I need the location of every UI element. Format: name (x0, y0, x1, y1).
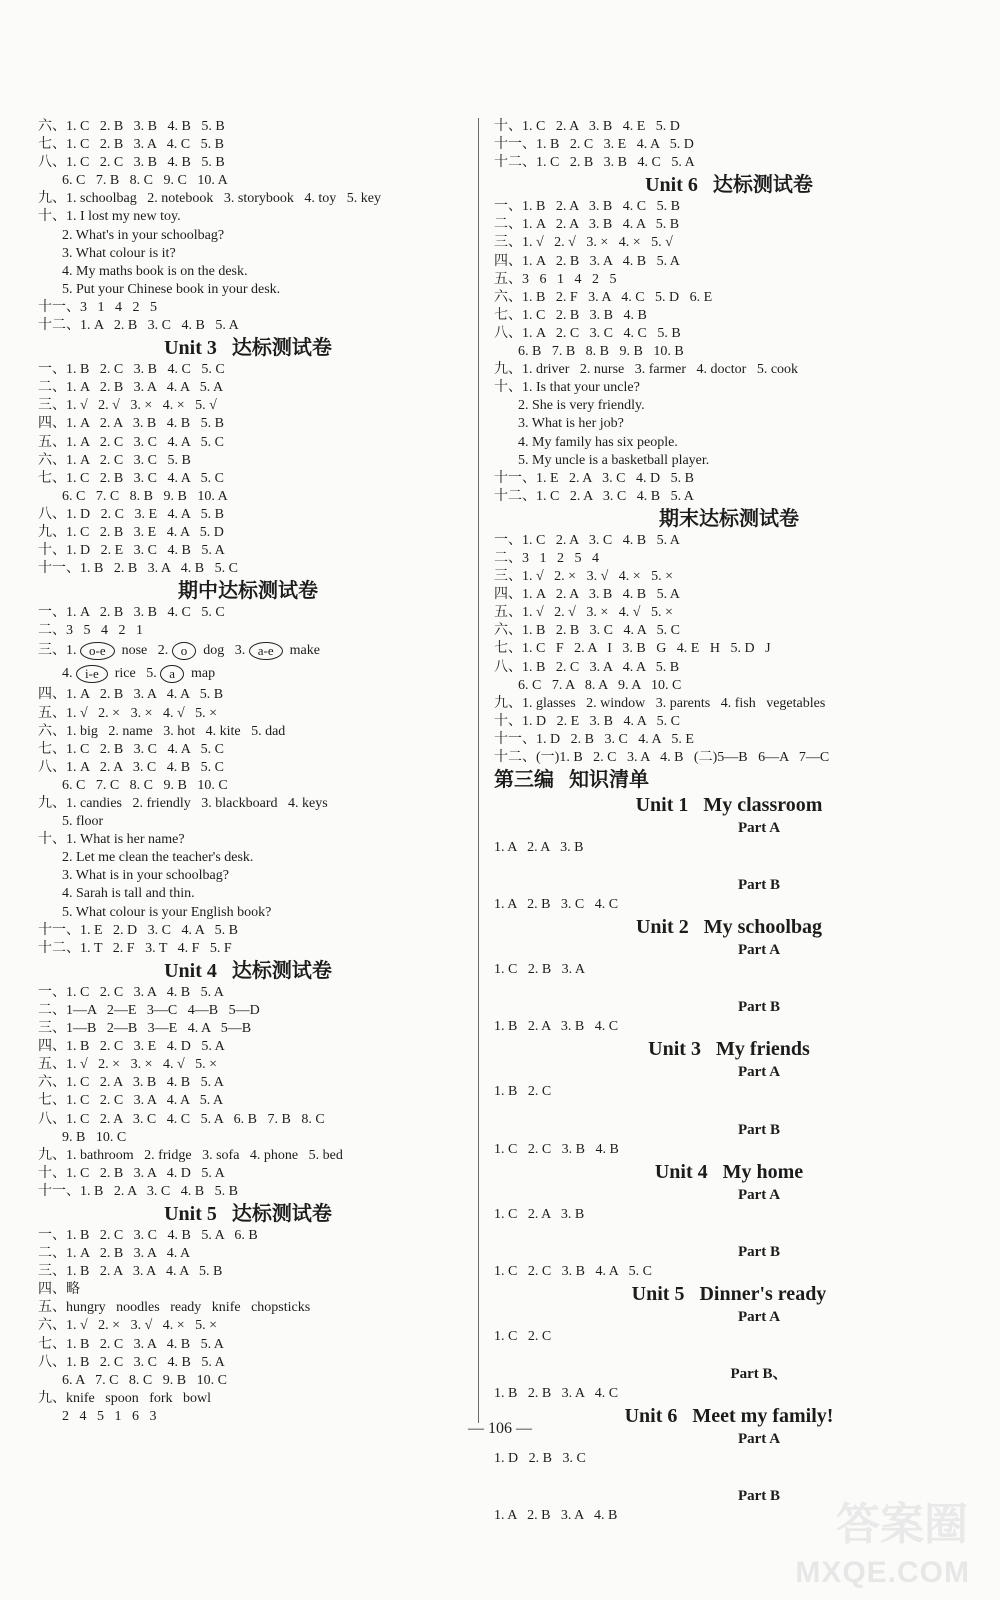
answer-line: 1. B 2. C (494, 1084, 552, 1100)
answer-line: 十二、1. A 2. B 3. C 4. B 5. A (38, 318, 239, 334)
answer-line: 八、1. D 2. C 3. E 4. A 5. B (38, 506, 224, 522)
answer-line: 十一、3 1 4 2 5 (38, 299, 157, 315)
answer-line: 九、1. C 2. B 3. E 4. A 5. D (38, 524, 224, 540)
answer-line: 四、1. A 2. B 3. A 4. A 5. B (38, 687, 224, 703)
section-heading: Unit 6 Meet my family! (624, 1405, 834, 1428)
phonics-oval: i-e (76, 665, 108, 683)
answer-line: 九、1. glasses 2. window 3. parents 4. fish vegetables (494, 695, 826, 711)
answer-line: 三、1. √ 2. √ 3. × 4. × 5. √ (494, 235, 673, 251)
answer-line: 4. Sarah is tall and thin. (62, 886, 195, 902)
phonics-oval: a (160, 665, 184, 683)
section-heading: Unit 6 达标测试卷 (645, 174, 813, 197)
answer-line: 六、1. B 2. F 3. A 4. C 5. D 6. E (494, 289, 713, 305)
answer-line: 3. What is her job? (518, 416, 624, 432)
column-divider (478, 118, 479, 1423)
answer-line: 二、1. A 2. A 3. B 4. A 5. B (494, 217, 680, 233)
answer-line: 十一、1. E 2. A 3. C 4. D 5. B (494, 470, 694, 486)
part-heading: Part A (737, 1064, 781, 1081)
answer-line: 五、3 6 1 4 2 5 (494, 271, 617, 287)
answer-line: 十一、1. B 2. C 3. E 4. A 5. D (494, 137, 694, 153)
answer-line: 2. What's in your schoolbag? (62, 227, 225, 243)
section-heading: Unit 4 达标测试卷 (164, 959, 332, 982)
answer-line: 一、1. A 2. B 3. B 4. C 5. C (38, 605, 225, 621)
answer-line: 二、3 1 2 5 4 (494, 550, 599, 566)
answer-line: 6. C 7. C 8. B 9. B 10. A (62, 488, 228, 504)
answer-line: 1. A 2. A 3. B (494, 840, 584, 856)
answer-line: 七、1. C 2. B 3. C 4. A 5. C (38, 470, 224, 486)
answer-line: 二、1. A 2. B 3. A 4. A 5. A (38, 380, 224, 396)
answer-line: 五、1. √ 2. × 3. × 4. √ 5. × (38, 705, 218, 721)
answer-line: 十一、1. B 2. B 3. A 4. B 5. C (38, 561, 238, 577)
answer-line: 九、knife spoon fork bowl (38, 1390, 212, 1406)
part-heading: Part B、 (730, 1365, 788, 1382)
answer-line: 1. D 2. B 3. C (494, 1451, 586, 1467)
phonics-text: rice 5. (107, 666, 161, 682)
answer-line: 十、1. C 2. A 3. B 4. E 5. D (494, 119, 680, 134)
section-heading: Unit 2 My schoolbag (635, 916, 823, 939)
answer-line: 6. B 7. B 8. B 9. B 10. B (518, 344, 684, 360)
watermark-logo: 答案圈 (836, 1499, 968, 1550)
answer-line: 九、1. driver 2. nurse 3. farmer 4. doctor 5. cook (494, 362, 799, 378)
answer-line: 一、1. B 2. C 3. B 4. C 5. C (38, 362, 225, 378)
answer-line: 十、1. D 2. E 3. C 4. B 5. A (38, 543, 225, 559)
answer-line: 6. C 7. A 8. A 9. A 10. C (518, 677, 682, 693)
answer-line: 三、1. √ 2. √ 3. × 4. × 5. √ (38, 398, 217, 414)
answer-line: 十一、1. D 2. B 3. C 4. A 5. E (494, 731, 694, 747)
answer-line: 十、1. C 2. B 3. A 4. D 5. A (38, 1165, 225, 1181)
answer-line: 1. C 2. A 3. B (494, 1206, 585, 1222)
answer-line: 1. B 2. B 3. A 4. C (494, 1385, 619, 1401)
section-heading: 第三编 知识清单 (494, 769, 649, 792)
answer-line: 六、1. C 2. A 3. B 4. B 5. A (38, 1075, 224, 1091)
answer-line: 1. A 2. B 3. A 4. B (494, 1508, 618, 1524)
answer-line: 八、1. B 2. C 3. A 4. A 5. B (494, 659, 680, 675)
answer-line: 九、1. bathroom 2. fridge 3. sofa 4. phone 5. bed (38, 1147, 343, 1163)
answer-line: 二、3 5 4 2 1 (38, 623, 143, 639)
answer-line: 十二、1. T 2. F 3. T 4. F 5. F (38, 940, 232, 956)
answer-line: 六、1. √ 2. × 3. √ 4. × 5. × (38, 1318, 218, 1334)
answer-line: 2. She is very friendly. (518, 398, 645, 414)
answer-line: 八、1. A 2. A 3. C 4. B 5. C (38, 759, 224, 775)
part-heading: Part A (737, 1431, 781, 1448)
answer-line: 十、1. Is that your uncle? (494, 380, 640, 396)
section-heading: 期中达标测试卷 (178, 580, 318, 603)
section-heading: Unit 4 My home (654, 1160, 804, 1183)
answer-line: 二、1—A 2—E 3—C 4—B 5—D (38, 1002, 260, 1018)
phonics-text: nose 2. (114, 643, 172, 659)
answer-line: 2 4 5 1 6 3 (62, 1408, 157, 1424)
answer-line: 六、1. C 2. B 3. B 4. B 5. B (38, 119, 225, 134)
part-heading: Part B (737, 877, 781, 894)
part-heading: Part A (737, 1308, 781, 1325)
answer-line: 3. What colour is it? (62, 245, 176, 261)
phonics-oval: a-e (249, 642, 283, 660)
answer-line: 十二、1. C 2. B 3. B 4. C 5. A (494, 155, 695, 171)
answer-line: 四、1. A 2. A 3. B 4. B 5. B (38, 416, 224, 432)
phonics-text: make (282, 643, 320, 659)
section-heading: Unit 1 My classroom (635, 794, 823, 817)
answer-line: 十二、1. C 2. A 3. C 4. B 5. A (494, 488, 694, 504)
spacer (494, 979, 964, 997)
part-heading: Part A (737, 1186, 781, 1203)
phonics-oval: o (172, 642, 197, 660)
answer-line: 四、1. A 2. B 3. A 4. B 5. A (494, 253, 680, 269)
phonics-text: map (183, 666, 216, 682)
part-heading: Part A (737, 820, 781, 837)
answer-line: 1. C 2. C 3. B 4. A 5. C (494, 1263, 652, 1279)
answer-line: 十一、1. B 2. A 3. C 4. B 5. B (38, 1183, 238, 1199)
answer-line: 五、1. √ 2. √ 3. × 4. √ 5. × (494, 605, 673, 621)
answer-line: 二、1. A 2. B 3. A 4. A (38, 1246, 191, 1262)
answer-line: 三、1—B 2—B 3—E 4. A 5—B (38, 1021, 252, 1037)
answer-line: 一、1. C 2. C 3. A 4. B 5. A (38, 984, 224, 1000)
answer-line: 5. floor (62, 814, 104, 830)
answer-line: 6. C 7. B 8. C 9. C 10. A (62, 173, 228, 189)
spacer (494, 1224, 964, 1242)
answer-line: 十、1. I lost my new toy. (38, 209, 181, 225)
answer-line: 一、1. C 2. A 3. C 4. B 5. A (494, 532, 680, 548)
answer-line: 七、1. C F 2. A I 3. B G 4. E H 5. D J (494, 641, 771, 657)
answer-line: 1. A 2. B 3. C 4. C (494, 897, 619, 913)
answer-line: 十一、1. E 2. D 3. C 4. A 5. B (38, 922, 238, 938)
phonics-line (38, 663, 458, 686)
answer-line: 十、1. D 2. E 3. B 4. A 5. C (494, 713, 680, 729)
part-heading: Part B (737, 1243, 781, 1260)
section-heading: Unit 3 My friends (648, 1038, 810, 1061)
answer-line: 四、略 (38, 1282, 80, 1298)
answer-line: 五、hungry noodles ready knife chopsticks (38, 1300, 311, 1316)
spacer (494, 1346, 964, 1364)
section-heading: Unit 3 达标测试卷 (164, 337, 332, 360)
answer-line: 4. My family has six people. (518, 434, 678, 450)
answer-line: 一、1. B 2. C 3. C 4. B 5. A 6. B (38, 1227, 258, 1243)
answer-line: 9. B 10. C (62, 1129, 127, 1145)
spacer (494, 1468, 964, 1486)
answer-line: 一、1. B 2. A 3. B 4. C 5. B (494, 199, 680, 215)
answer-line: 4. My maths book is on the desk. (62, 263, 248, 279)
answer-line: 6. C 7. C 8. C 9. B 10. C (62, 777, 228, 793)
answer-line: 七、1. C 2. B 3. C 4. A 5. C (38, 741, 224, 757)
phonics-text: 4. (62, 666, 76, 682)
answer-line: 九、1. candies 2. friendly 3. blackboard 4. keys (38, 796, 328, 811)
answer-line: 四、1. B 2. C 3. E 4. D 5. A (38, 1039, 225, 1055)
answer-line: 六、1. A 2. C 3. C 5. B (38, 452, 191, 468)
phonics-oval: o-e (80, 642, 115, 660)
answer-line: 七、1. C 2. B 3. A 4. C 5. B (38, 137, 224, 153)
answer-line: 5. What colour is your English book? (62, 904, 272, 920)
answer-line: 七、1. C 2. C 3. A 4. A 5. A (38, 1093, 224, 1109)
section-heading: Unit 5 达标测试卷 (164, 1202, 332, 1225)
answer-line: 3. What is in your schoolbag? (62, 868, 229, 884)
page-number: — 106 — (468, 1420, 532, 1437)
part-heading: Part B (737, 1121, 781, 1138)
answer-line: 九、1. schoolbag 2. notebook 3. storybook 4. toy 5. key (38, 191, 381, 207)
answer-line: 八、1. B 2. C 3. C 4. B 5. A (38, 1354, 225, 1370)
answer-line: 六、1. big 2. name 3. hot 4. kite 5. dad (38, 723, 286, 739)
right-column (494, 118, 964, 1525)
phonics-text: dog 3. (196, 643, 249, 659)
part-heading: Part B (737, 1488, 781, 1505)
answer-line: 七、1. C 2. B 3. B 4. B (494, 307, 647, 323)
answer-line: 三、1. B 2. A 3. A 4. A 5. B (38, 1264, 223, 1280)
answer-line: 八、1. C 2. A 3. C 4. C 5. A 6. B 7. B 8. C (38, 1111, 325, 1127)
section-heading: Unit 5 Dinner's ready (631, 1282, 827, 1305)
watermark-site: MXQE.COM (795, 1556, 970, 1589)
answer-line: 1. B 2. A 3. B 4. C (494, 1019, 619, 1035)
answer-line: 十二、(一)1. B 2. C 3. A 4. B (二)5—B 6—A 7—C (494, 750, 830, 765)
answer-line: 四、1. A 2. A 3. B 4. B 5. A (494, 587, 680, 603)
answer-line: 五、1. √ 2. × 3. × 4. √ 5. × (38, 1057, 218, 1073)
answer-line: 6. A 7. C 8. C 9. B 10. C (62, 1372, 227, 1388)
answer-line: 八、1. A 2. C 3. C 4. C 5. B (494, 325, 681, 341)
answer-line: 5. My uncle is a basketball player. (518, 452, 710, 468)
answer-line: 5. Put your Chinese book in your desk. (62, 281, 281, 297)
answer-line: 1. C 2. C (494, 1328, 552, 1344)
answer-line: 五、1. A 2. C 3. C 4. A 5. C (38, 434, 224, 450)
answer-line: 1. C 2. B 3. A (494, 962, 586, 978)
answer-line: 1. C 2. C 3. B 4. B (494, 1141, 619, 1157)
answer-line: 三、1. √ 2. × 3. √ 4. × 5. × (494, 569, 674, 585)
part-heading: Part A (737, 942, 781, 959)
spacer (494, 857, 964, 875)
spacer (494, 1102, 964, 1120)
answer-line: 六、1. B 2. B 3. C 4. A 5. C (494, 623, 680, 639)
phonics-text: 三、1. (38, 643, 80, 659)
answer-line: 2. Let me clean the teacher's desk. (62, 850, 254, 866)
answer-line: 七、1. B 2. C 3. A 4. B 5. A (38, 1336, 224, 1352)
answer-line: 十、1. What is her name? (38, 832, 185, 848)
answer-line: 八、1. C 2. C 3. B 4. B 5. B (38, 155, 225, 171)
section-heading: 期末达标测试卷 (659, 507, 799, 530)
part-heading: Part B (737, 999, 781, 1016)
phonics-line (38, 640, 458, 663)
left-column (38, 118, 458, 1426)
